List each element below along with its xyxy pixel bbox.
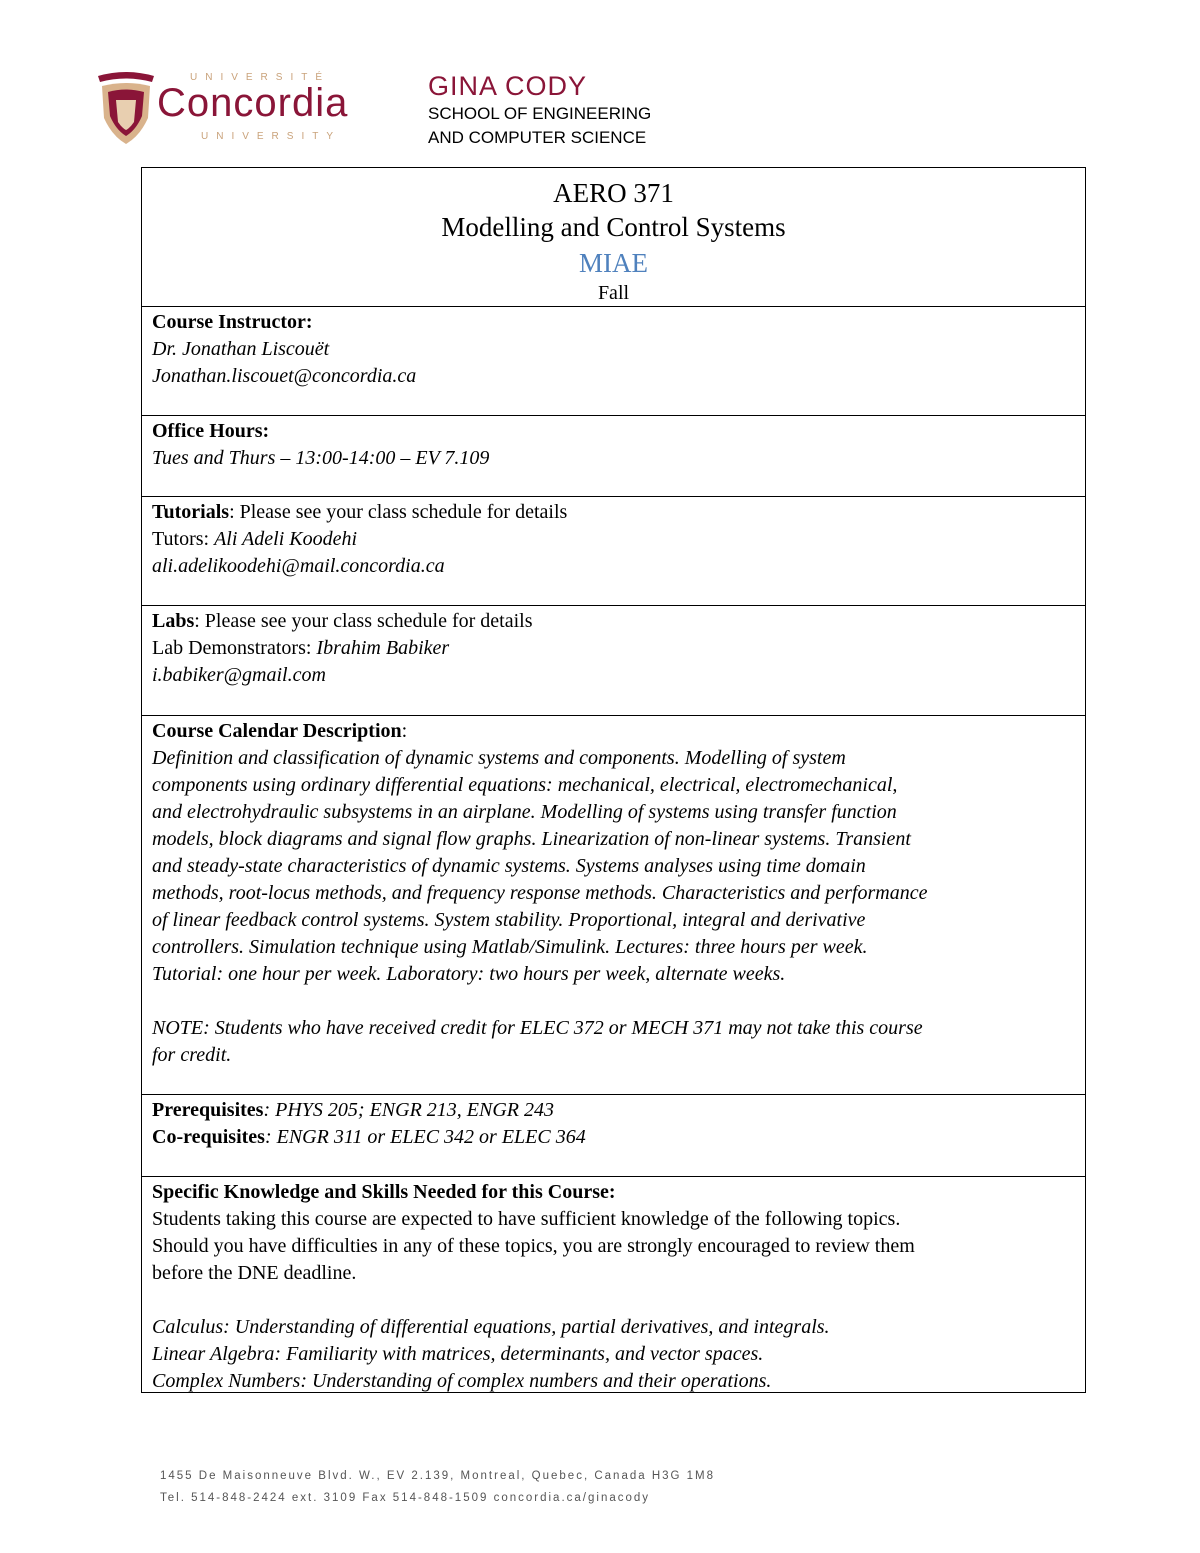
office-hours-value: Tues and Thurs – 13:00-14:00 – EV 7.109 [152,447,490,469]
tutors-label: Tutors: [152,528,215,550]
instructor-name: Dr. Jonathan Liscouët [152,338,330,360]
course-code: AERO 371 [553,178,674,208]
calendar-text [152,745,1075,1069]
school-name: GINA CODY [428,71,588,101]
lab-demonstrator-name: Ibrahim Babiker [316,637,450,659]
footer-contact: Tel. 514-848-2424 ext. 3109 Fax 514-848-1509 concordia.ca/ginacody [160,1492,651,1504]
course-name: Modelling and Control Systems [441,212,786,242]
calendar-colon: : [401,720,408,742]
calendar-line: and electrohydraulic subsystems in an airplane. Modelling of systems using transfer function [152,801,897,823]
skills-label: Specific Knowledge and Skills Needed for this Course: [152,1181,616,1203]
course-department: MIAE [579,248,648,278]
calendar-line: Tutorial: one hour per week. Laboratory: two hours per week, alternate weeks. [152,963,786,985]
university-en-label: UNIVERSITY [201,131,342,142]
prerequisites-line [152,1097,1075,1124]
calendar-line: Definition and classification of dynamic systems and components. Modelling of system [152,747,846,769]
course-outline-table [141,167,1086,1393]
skills-section [142,1176,1085,1392]
lab-demonstrators-line [152,635,1075,662]
calendar-description-section [142,715,1085,1094]
instructor-label: Course Instructor: [152,311,313,333]
course-term: Fall [597,282,630,304]
school-line-2: AND COMPUTER SCIENCE [428,128,647,147]
lab-demonstrator-email[interactable]: i.babiker@gmail.com [152,664,326,686]
school-line-1: SCHOOL OF ENGINEERING [428,104,652,123]
office-hours-section [142,415,1085,496]
instructor-email[interactable]: Jonathan.liscouet@concordia.ca [152,365,417,387]
tutorials-line [152,499,1075,526]
school-name-block [428,70,651,150]
university-wordmark: Concordia [157,81,349,125]
skills-topic: Linear Algebra: Familiarity with matrices, determinants, and vector spaces. [152,1343,764,1365]
skills-line: Students taking this course are expected to have sufficient knowledge of the following topics. [152,1208,901,1230]
tutor-email[interactable]: ali.adelikoodehi@mail.concordia.ca [152,555,445,577]
footer-address: 1455 De Maisonneuve Blvd. W., EV 2.139, Montreal, Quebec, Canada H3G 1M8 [160,1470,716,1482]
labs-section [142,605,1085,715]
concordia-crest-icon [96,70,156,146]
calendar-label: Course Calendar Description [152,720,402,742]
instructor-section [142,306,1085,415]
labs-text: : Please see your class schedule for details [194,610,533,632]
skills-line: before the DNE deadline. [152,1262,357,1284]
calendar-line: methods, root-locus methods, and frequency response methods. Characteristics and performance [152,882,928,904]
calendar-line: components using ordinary differential equations: mechanical, electrical, electromechanical, [152,774,898,796]
skills-topic: Complex Numbers: Understanding of complex numbers and their operations. [152,1370,772,1392]
corequisites-label: Co-requisites [152,1126,265,1148]
footer [160,1465,715,1509]
prerequisites-label: Prerequisites [152,1099,264,1121]
skills-line: Should you have difficulties in any of these topics, you are strongly encouraged to review them [152,1235,915,1257]
labs-line [152,608,1075,635]
university-fr-label: UNIVERSITÉ [190,72,331,83]
tutors-name: Ali Adeli Koodehi [214,528,358,550]
calendar-note-line: for credit. [152,1044,232,1066]
tutorials-text: : Please see your class schedule for details [229,501,568,523]
tutorials-section [142,496,1085,605]
calendar-note-line: NOTE: Students who have received credit for ELEC 372 or MECH 371 may not take this course [152,1017,923,1039]
labs-label: Labs [152,610,195,632]
corequisites-value: : ENGR 311 or ELEC 342 or ELEC 364 [264,1126,586,1148]
calendar-line: and steady-state characteristics of dynamic systems. Systems analyses using time domain [152,855,866,877]
calendar-line: of linear feedback control systems. System stability. Proportional, integral and derivative [152,909,866,931]
tutors-line [152,526,1075,553]
calendar-line: models, block diagrams and signal flow graphs. Linearization of non-linear systems. Transient [152,828,911,850]
calendar-heading [152,718,1075,745]
lab-demonstrators-label: Lab Demonstrators: [152,637,317,659]
corequisites-line [152,1124,1075,1151]
calendar-line: controllers. Simulation technique using Matlab/Simulink. Lectures: three hours per week. [152,936,868,958]
office-hours-label: Office Hours: [152,420,270,442]
tutorials-label: Tutorials [152,501,230,523]
course-title-section [142,168,1085,306]
prerequisites-section [142,1094,1085,1176]
skills-topic: Calculus: Understanding of differential equations, partial derivatives, and integrals. [152,1316,830,1338]
prerequisites-value: : PHYS 205; ENGR 213, ENGR 243 [263,1099,555,1121]
